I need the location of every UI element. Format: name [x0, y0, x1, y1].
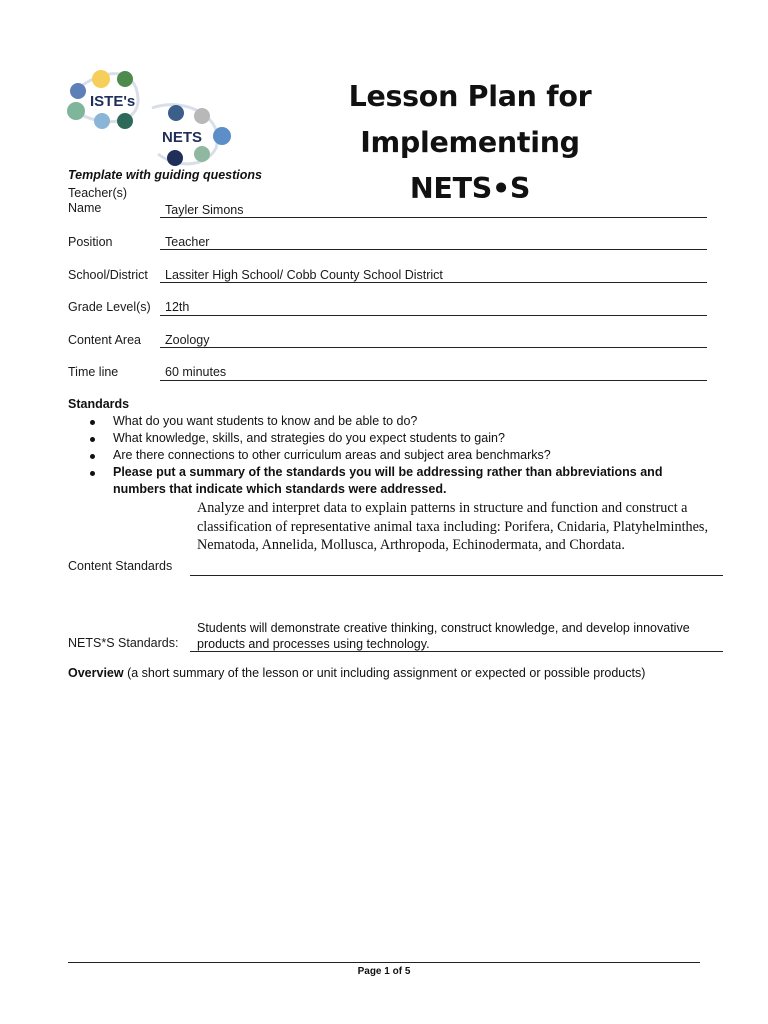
- field-underline: [160, 315, 707, 316]
- title-line-2: Implementing NETS•S: [360, 126, 580, 205]
- field-label-school-district: School/District: [68, 268, 148, 282]
- field-underline: [160, 249, 707, 250]
- field-value-position[interactable]: Teacher: [165, 235, 210, 249]
- field-underline: [160, 380, 707, 381]
- field-value-time-line[interactable]: 60 minutes: [165, 365, 227, 379]
- field-value-teacher-name[interactable]: Tayler Simons: [165, 203, 244, 217]
- field-underline: [160, 282, 707, 283]
- logo-bottom-text: NETS: [162, 129, 203, 146]
- standards-heading: Standards: [68, 397, 130, 411]
- list-item: What knowledge, skills, and strategies do you expect students to gain?: [68, 430, 708, 447]
- field-underline: [190, 651, 723, 652]
- list-item: Are there connections to other curriculum areas and subject area benchmarks?: [68, 447, 708, 464]
- list-item: Please put a summary of the standards you will be addressing rather than abbreviations and numbers that indicate which standards were addressed.: [68, 464, 708, 498]
- field-label-content-area: Content Area: [68, 333, 141, 347]
- content-standards-text[interactable]: Analyze and interpret data to explain patterns in structure and function and construct a classification of representative animal taxa including: Porifera, Cnidaria, Platyhelminthes, Nematoda, Annelida, Mollusca, Arthropoda, Echinodermata, and Chordata.: [197, 500, 708, 553]
- field-label-teacher-name: Teacher(s) Name: [68, 186, 128, 215]
- document-title: [300, 74, 640, 212]
- title-line-1: Lesson Plan for: [348, 80, 592, 113]
- footer-rule: [68, 962, 700, 963]
- nets-standards-text[interactable]: Students will demonstrate creative thinking, construct knowledge, and develop innovative products and processes using technology.: [197, 621, 690, 651]
- field-label-grade-level: Grade Level(s): [68, 300, 151, 314]
- content-standards-label: Content Standards: [68, 559, 173, 573]
- logo-top-text: ISTE's: [90, 93, 136, 110]
- nets-standards-label: NETS*S Standards:: [68, 636, 179, 650]
- field-value-school-district[interactable]: Lassiter High School/ Cobb County School District: [165, 268, 443, 282]
- iste-nets-logo: [66, 68, 236, 170]
- overview-description: (a short summary of the lesson or unit including assignment or expected or possible products): [127, 666, 646, 680]
- field-label-time-line: Time line: [68, 365, 119, 379]
- standards-guiding-questions: [68, 413, 708, 498]
- overview-heading: Overview: [68, 666, 124, 680]
- page-number: Page 1 of 5: [357, 966, 411, 977]
- field-underline: [160, 347, 707, 348]
- field-underline: [190, 575, 723, 576]
- field-underline: [160, 217, 707, 218]
- list-item: What do you want students to know and be able to do?: [68, 413, 708, 430]
- template-subtitle: Template with guiding questions: [68, 168, 262, 182]
- field-label-position: Position: [68, 235, 113, 249]
- field-value-content-area[interactable]: Zoology: [165, 333, 210, 347]
- field-value-grade-level[interactable]: 12th: [165, 300, 190, 314]
- overview-line: [68, 666, 728, 680]
